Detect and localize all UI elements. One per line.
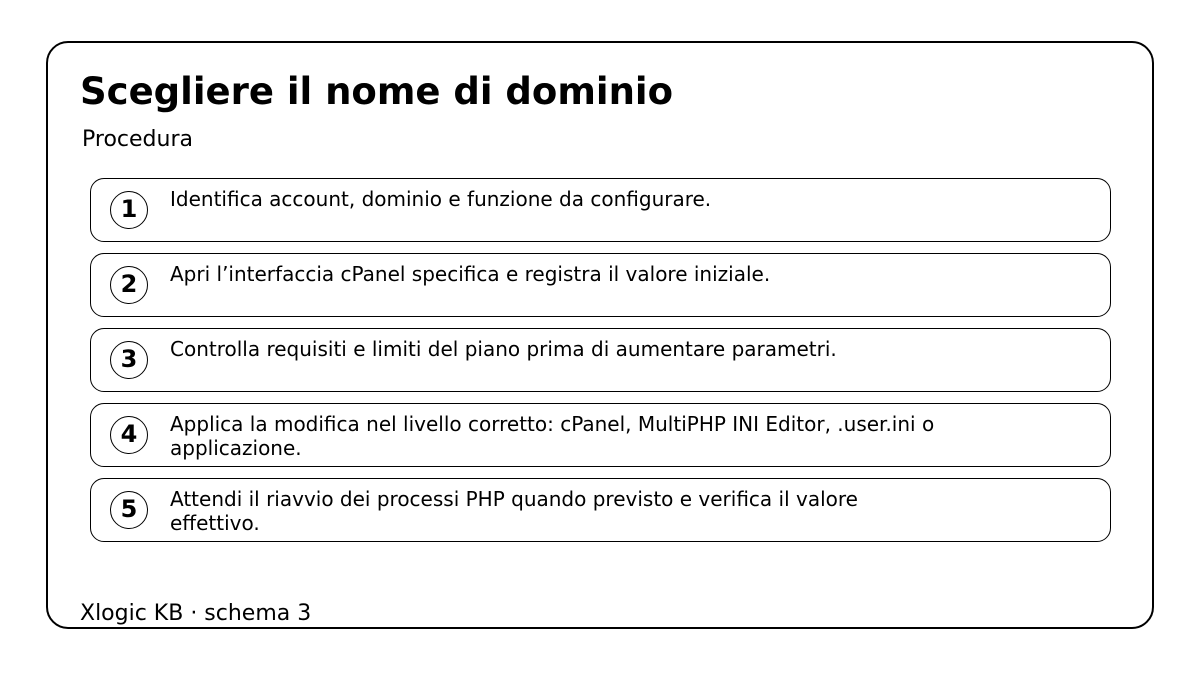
- section-subtitle: Procedura: [82, 127, 193, 152]
- step-box-2: [90, 253, 1111, 317]
- step-text: Applica la modifica nel livello corretto: cPanel, MultiPHP INI Editor, .user.ini o applicazione.: [170, 412, 935, 460]
- step-number-badge: 2: [110, 266, 148, 304]
- step-number-badge: 3: [110, 341, 148, 379]
- step-text: Controlla requisiti e limiti del piano prima di aumentare parametri.: [170, 337, 837, 361]
- step-text: Attendi il riavvio dei processi PHP quando previsto e verifica il valore effettivo.: [170, 487, 858, 535]
- step-number-badge: 1: [110, 191, 148, 229]
- procedure-steps: [90, 178, 1111, 553]
- step-box-1: [90, 178, 1111, 242]
- step-number-badge: 4: [110, 416, 148, 454]
- step-box-3: [90, 328, 1111, 392]
- step-box-5: [90, 478, 1111, 542]
- step-number-badge: 5: [110, 491, 148, 529]
- step-text: Identifica account, dominio e funzione da configurare.: [170, 187, 712, 211]
- footer-caption: Xlogic KB · schema 3: [80, 601, 312, 626]
- page-title: Scegliere il nome di dominio: [80, 70, 674, 113]
- step-text: Apri l’interfaccia cPanel specifica e registra il valore iniziale.: [170, 262, 771, 286]
- step-box-4: [90, 403, 1111, 467]
